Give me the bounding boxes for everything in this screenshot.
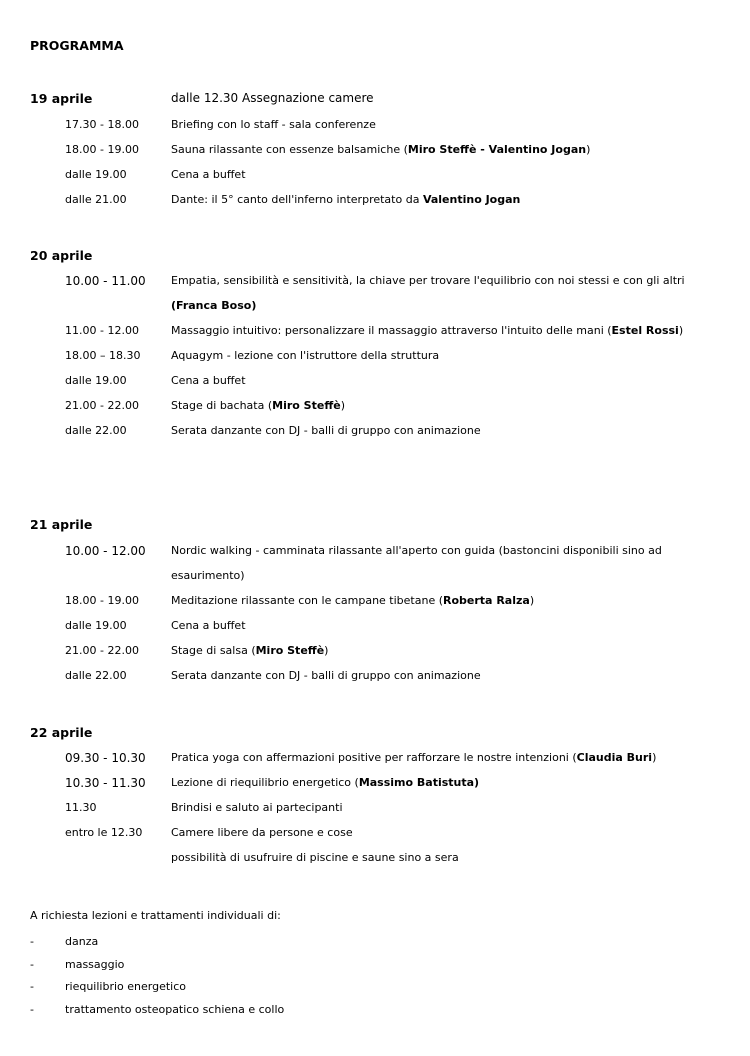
event-time: 10.00 - 12.00 xyxy=(65,544,146,558)
event-description-continued xyxy=(171,569,245,582)
event-text: Serata danzante con DJ - balli di gruppo con animazione xyxy=(171,424,481,437)
day-intro: dalle 12.30 Assegnazione camere xyxy=(171,91,374,105)
schedule-row-continuation xyxy=(30,569,730,591)
day-label: 19 aprile xyxy=(30,91,93,106)
presenter-name: Roberta Ralza xyxy=(443,594,530,607)
day-label: 20 aprile xyxy=(30,248,93,263)
schedule-row xyxy=(30,619,730,641)
page-title: PROGRAMMA xyxy=(30,38,124,53)
event-time: 21.00 - 22.00 xyxy=(65,399,139,412)
event-time: entro le 12.30 xyxy=(65,826,143,839)
schedule-row xyxy=(30,801,730,823)
event-description xyxy=(171,594,534,607)
schedule-row xyxy=(30,324,730,346)
event-description xyxy=(171,544,662,557)
event-time: 11.00 - 12.00 xyxy=(65,324,139,337)
event-text: Stage di salsa ( xyxy=(171,644,256,657)
event-description xyxy=(171,669,481,682)
event-description xyxy=(171,168,246,181)
schedule-row xyxy=(30,118,730,140)
list-item-text: danza xyxy=(65,935,99,948)
event-time: 11.30 xyxy=(65,801,97,814)
event-text: Sauna rilassante con essenze balsamiche ( xyxy=(171,143,408,156)
presenter-name: Valentino Jogan xyxy=(422,193,521,206)
event-text: Nordic walking - camminata rilassante all'aperto con guida (bastoncini disponibili sino ad xyxy=(171,544,662,557)
event-description xyxy=(171,399,345,412)
event-time: 18.00 - 19.00 xyxy=(65,594,139,607)
event-text: possibilità di usufruire di piscine e saune sino a sera xyxy=(171,851,459,864)
event-time: 18.00 - 19.00 xyxy=(65,143,139,156)
event-description xyxy=(171,644,328,657)
event-text: ) xyxy=(529,594,535,607)
list-item-text: riequilibrio energetico xyxy=(65,980,186,993)
presenter-name: Estel Rossi xyxy=(611,324,679,337)
schedule-row xyxy=(30,594,730,616)
schedule-row xyxy=(30,669,730,691)
event-time: 18.00 – 18.30 xyxy=(65,349,141,362)
bullet-dash: - xyxy=(30,935,34,948)
bullet-dash: - xyxy=(30,1002,34,1016)
event-description xyxy=(171,801,343,814)
presenter-name: Miro Steffè xyxy=(255,644,325,657)
event-description xyxy=(171,193,520,206)
individual-sessions-intro: A richiesta lezioni e trattamenti individuali di: xyxy=(30,909,281,922)
event-text: Serata danzante con DJ - balli di gruppo con animazione xyxy=(171,669,481,682)
event-text: Meditazione rilassante con le campane tibetane ( xyxy=(171,594,444,607)
event-description xyxy=(171,424,481,437)
event-description xyxy=(171,324,683,337)
event-time: dalle 19.00 xyxy=(65,619,127,632)
event-time: dalle 19.00 xyxy=(65,374,127,387)
event-description xyxy=(171,776,479,789)
schedule-row-continuation xyxy=(30,299,730,321)
schedule-row xyxy=(30,826,730,848)
event-time: dalle 22.00 xyxy=(65,424,127,437)
schedule-row xyxy=(30,751,730,773)
event-description xyxy=(171,118,376,131)
schedule-row xyxy=(30,399,730,421)
event-text: ) xyxy=(586,143,591,156)
event-text: ) xyxy=(324,644,329,657)
event-description xyxy=(171,274,685,287)
event-description xyxy=(171,349,439,362)
event-text: Massaggio intuitivo: personalizzare il massaggio attraverso l'intuito delle mani ( xyxy=(171,324,612,337)
event-text: Cena a buffet xyxy=(171,619,246,632)
schedule-row xyxy=(30,374,730,396)
event-time: dalle 22.00 xyxy=(65,669,127,682)
event-description xyxy=(171,374,246,387)
schedule-row xyxy=(30,349,730,371)
event-description xyxy=(171,751,656,764)
bullet-dash: - xyxy=(30,980,34,993)
list-item-text: trattamento osteopatico schiena e collo xyxy=(65,1002,285,1016)
event-time: 09.30 - 10.30 xyxy=(65,751,146,765)
day-label: 22 aprile xyxy=(30,725,93,740)
presenter-name: Claudia Buri xyxy=(576,751,653,764)
event-text: Pratica yoga con affermazioni positive per rafforzare le nostre intenzioni ( xyxy=(171,751,577,764)
schedule-row xyxy=(30,424,730,446)
event-description xyxy=(171,826,353,839)
event-text: ) xyxy=(652,751,657,764)
event-text: ) xyxy=(678,324,684,337)
event-description xyxy=(171,619,246,632)
list-item-text: massaggio xyxy=(65,957,125,971)
event-text: Cena a buffet xyxy=(171,374,246,387)
event-description xyxy=(171,143,590,156)
event-text: Lezione di riequilibrio energetico ( xyxy=(171,776,359,789)
event-text: Cena a buffet xyxy=(171,168,246,181)
event-description-continued xyxy=(171,851,459,864)
presenter-name: (Franca Boso) xyxy=(171,299,257,312)
presenter-name: Miro Steffè - Valentino Jogan xyxy=(407,143,587,156)
presenter-name: Miro Steffè xyxy=(272,399,341,412)
schedule-row xyxy=(30,776,730,798)
event-time: 10.00 - 11.00 xyxy=(65,274,146,288)
schedule-row xyxy=(30,193,730,215)
event-text: esaurimento) xyxy=(171,569,245,582)
event-text: Empatia, sensibilità e sensitività, la chiave per trovare l'equilibrio con noi stessi e con gli altri xyxy=(171,274,685,287)
event-text: Brindisi e saluto ai partecipanti xyxy=(171,801,343,814)
schedule-row xyxy=(30,274,730,296)
event-text: Stage di bachata ( xyxy=(171,399,273,412)
event-text: Camere libere da persone e cose xyxy=(171,826,353,839)
event-time: 10.30 - 11.30 xyxy=(65,776,146,790)
event-text: Aquagym - lezione con l'istruttore della struttura xyxy=(171,349,440,362)
event-time: 17.30 - 18.00 xyxy=(65,118,139,131)
event-text: ) xyxy=(340,399,345,412)
event-time: dalle 19.00 xyxy=(65,168,127,181)
schedule-row-continuation xyxy=(30,851,730,873)
schedule-row xyxy=(30,168,730,190)
schedule-row xyxy=(30,143,730,165)
event-description-continued xyxy=(171,299,256,312)
day-label: 21 aprile xyxy=(30,517,93,532)
event-text: Briefing con lo staff - sala conferenze xyxy=(171,118,376,131)
event-time: 21.00 - 22.00 xyxy=(65,644,139,657)
event-text: Dante: il 5° canto dell'inferno interpretato da xyxy=(171,193,423,206)
bullet-dash: - xyxy=(30,957,34,971)
schedule-row xyxy=(30,544,730,566)
presenter-name: Massimo Batistuta) xyxy=(358,776,480,789)
event-time: dalle 21.00 xyxy=(65,193,127,206)
schedule-row xyxy=(30,644,730,666)
